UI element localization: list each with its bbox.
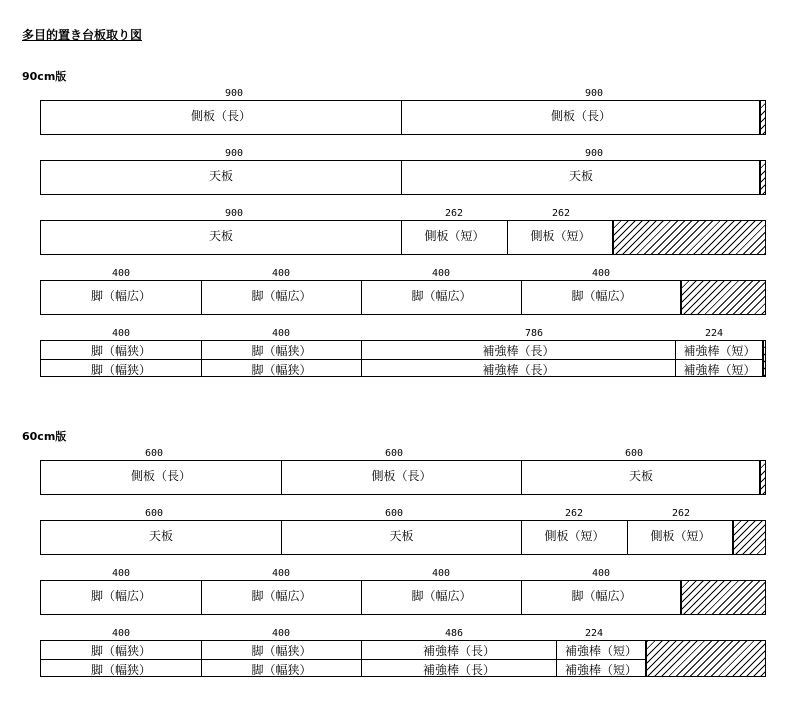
- dim-label: 486: [444, 628, 464, 639]
- dim-label: 786: [524, 328, 544, 339]
- piece-brace-long: 補強棒（長）: [362, 341, 676, 359]
- dim-label: 262: [671, 508, 691, 519]
- dim-label: 900: [224, 208, 244, 219]
- piece-top-board: 天板: [41, 161, 402, 194]
- dim-label: 400: [271, 628, 291, 639]
- piece-leg-wide: 脚（幅広）: [362, 581, 522, 614]
- piece-brace-long: 補強棒（長）: [362, 359, 676, 377]
- dim-label: 600: [144, 448, 164, 459]
- piece-leg-narrow: 脚（幅狭）: [41, 659, 202, 677]
- piece-leg-narrow: 脚（幅狭）: [41, 641, 202, 659]
- piece-brace-long: 補強棒（長）: [362, 641, 557, 659]
- piece-leg-narrow: 脚（幅狭）: [202, 341, 362, 359]
- piece-brace-short: 補強棒（短）: [557, 641, 646, 659]
- dim-label: 400: [271, 328, 291, 339]
- dim-label: 900: [224, 88, 244, 99]
- dim-label: 900: [584, 88, 604, 99]
- piece-side-short: 側板（短）: [522, 521, 628, 554]
- board-60-1: [40, 460, 766, 495]
- dim-label: 600: [384, 508, 404, 519]
- piece-brace-short: 補強棒（短）: [557, 659, 646, 677]
- dim-label: 224: [704, 328, 724, 339]
- dim-label: 600: [384, 448, 404, 459]
- piece-side-long: 側板（長）: [41, 461, 282, 494]
- piece-side-long: 側板（長）: [41, 101, 402, 134]
- piece-leg-narrow: 脚（幅狭）: [202, 659, 362, 677]
- dim-label: 400: [111, 568, 131, 579]
- dim-label: 262: [551, 208, 571, 219]
- offcut-hatch: [732, 521, 765, 554]
- piece-top-board: 天板: [402, 161, 761, 194]
- page-title: 多目的置き台板取り図: [22, 28, 143, 42]
- piece-brace-short: 補強棒（短）: [676, 359, 764, 377]
- piece-brace-long: 補強棒（長）: [362, 659, 557, 677]
- piece-side-short: 側板（短）: [628, 521, 734, 554]
- piece-leg-wide: 脚（幅広）: [41, 281, 202, 314]
- dim-label: 400: [271, 268, 291, 279]
- piece-top-board: 天板: [41, 221, 402, 254]
- dim-label: 400: [271, 568, 291, 579]
- board-90-3: [40, 220, 766, 255]
- dim-label: 400: [111, 328, 131, 339]
- piece-leg-narrow: 脚（幅狭）: [41, 341, 202, 359]
- piece-side-short: 側板（短）: [508, 221, 614, 254]
- offcut-hatch: [680, 281, 765, 314]
- dim-label: 224: [584, 628, 604, 639]
- dim-label: 400: [591, 268, 611, 279]
- piece-brace-short: 補強棒（短）: [676, 341, 764, 359]
- dim-label: 600: [144, 508, 164, 519]
- dim-label: 400: [591, 568, 611, 579]
- board-90-4: [40, 280, 766, 315]
- piece-leg-wide: 脚（幅広）: [522, 581, 682, 614]
- dim-label: 400: [111, 628, 131, 639]
- board-90-1: [40, 100, 766, 135]
- piece-top-board: 天板: [522, 461, 761, 494]
- board-90-5: [40, 340, 766, 377]
- dim-label: 262: [564, 508, 584, 519]
- piece-leg-wide: 脚（幅広）: [202, 281, 362, 314]
- piece-side-long: 側板（長）: [402, 101, 761, 134]
- dim-label: 400: [431, 568, 451, 579]
- offcut-hatch: [612, 221, 765, 254]
- piece-leg-narrow: 脚（幅狭）: [202, 359, 362, 377]
- offcut-hatch: [759, 161, 765, 194]
- piece-leg-wide: 脚（幅広）: [362, 281, 522, 314]
- dim-label: 400: [431, 268, 451, 279]
- dim-label: 600: [624, 448, 644, 459]
- board-60-3: [40, 580, 766, 615]
- piece-side-short: 側板（短）: [402, 221, 508, 254]
- offcut-hatch: [759, 461, 765, 494]
- section-90cm-heading: 90cm版: [22, 70, 67, 83]
- offcut-hatch: [680, 581, 765, 614]
- offcut-hatch: [646, 641, 765, 676]
- piece-top-board: 天板: [282, 521, 522, 554]
- piece-leg-wide: 脚（幅広）: [41, 581, 202, 614]
- board-60-2: [40, 520, 766, 555]
- piece-leg-narrow: 脚（幅狭）: [41, 359, 202, 377]
- piece-side-long: 側板（長）: [282, 461, 522, 494]
- section-60cm-heading: 60cm版: [22, 430, 67, 443]
- piece-leg-wide: 脚（幅広）: [522, 281, 682, 314]
- offcut-hatch: [762, 341, 765, 376]
- offcut-hatch: [759, 101, 765, 134]
- dim-label: 400: [111, 268, 131, 279]
- dim-label: 900: [224, 148, 244, 159]
- piece-leg-wide: 脚（幅広）: [202, 581, 362, 614]
- dim-label: 262: [444, 208, 464, 219]
- dim-label: 900: [584, 148, 604, 159]
- piece-top-board: 天板: [41, 521, 282, 554]
- piece-leg-narrow: 脚（幅狭）: [202, 641, 362, 659]
- board-90-2: [40, 160, 766, 195]
- board-60-4: [40, 640, 766, 677]
